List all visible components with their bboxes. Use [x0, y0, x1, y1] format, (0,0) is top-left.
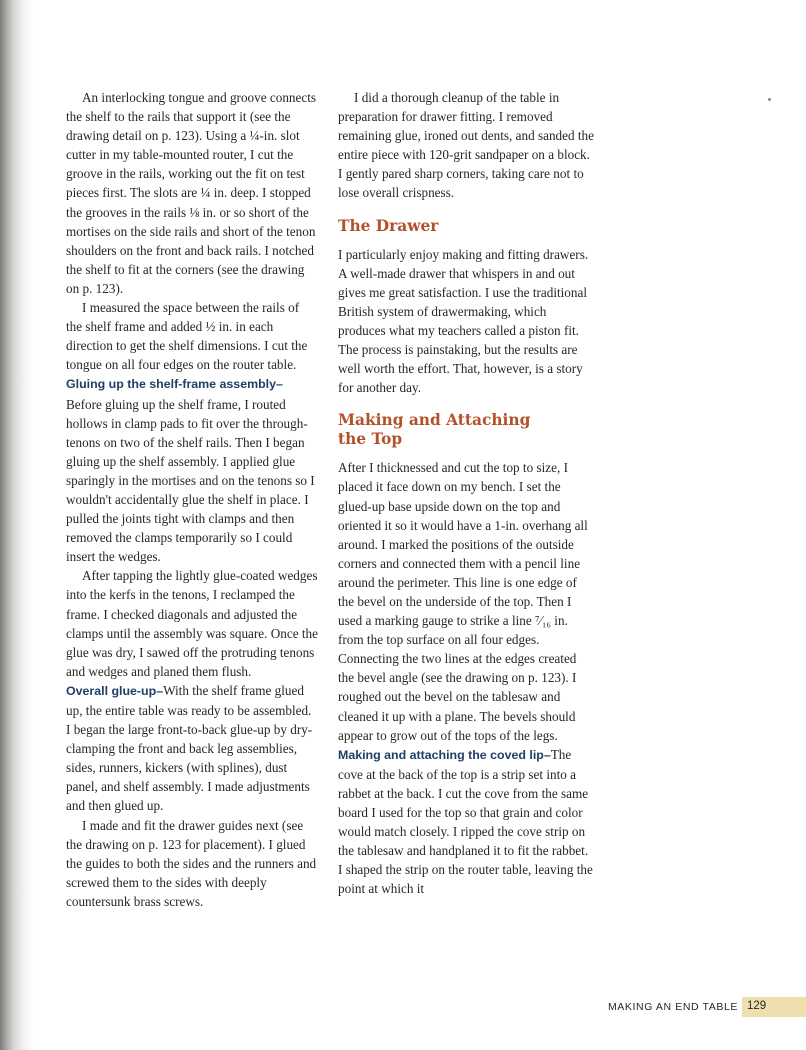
- subsection-paragraph: [66, 374, 318, 566]
- runin-text: With the shelf frame glued up, the entire table was ready to be assembled. I began the large front-to-back glue-up by dry-clamping the front and back leg assemblies, sides, runners, kickers (with splines), dust panel, and shelf assembly. I made adjustments and then glued up.: [66, 682, 313, 814]
- right-text-column: [338, 88, 594, 898]
- runin-text: The cove at the back of the top is a strip set into a rabbet at the back. I cut the cove from the same board I used for the top so that grain and color would match closely. I ripped the cove strip on the tablesaw and handplaned it to fit the rabbet. I shaped the strip on the router table, leaving the point at which it: [338, 746, 593, 897]
- subsection-paragraph: [66, 681, 318, 816]
- runin-text: Before gluing up the shelf frame, I routed hollows in clamp pads to fit over the through-tenons on two of the shelf rails. Then I began gluing up the shelf assembly. I applied glue sparingly in the mortises and on the tenons so I wouldn't accidentally glue the shelf in place. I pulled the joints tight with clamps and then removed the clamps temporarily so I could insert the wedges.: [66, 396, 315, 565]
- body-paragraph: After I thicknessed and cut the top to size, I placed it face down on my bench. I set the glued-up base upside down on the top and oriented it so it would have a 1-in. overhang all around. I marked the positions of the outside corners and connected them with a pencil line around the perimeter. This line is one edge of the bevel on the underside of the top. Then I used a marking gauge to strike a line ⁷⁄₁₆ in. from the top surface on all four edges. Connecting the two lines at the edges created the bevel angle (see the drawing on p. 123). I roughed out the bevel on the tablesaw and cleaned it up with a plane. The bevels should appear to grow out of the tops of the legs.: [338, 460, 588, 743]
- section-heading-line: Making and Attaching: [338, 411, 531, 430]
- body-paragraph: I measured the space between the rails of the shelf frame and added ½ in. in each direction to get the shelf dimensions. I cut the tongue on all four edges on the router table.: [66, 300, 308, 373]
- section-heading-the-drawer: The Drawer: [338, 216, 439, 235]
- body-paragraph: I particularly enjoy making and fitting drawers. A well-made drawer that whispers in and out gives me great satisfaction. I use the traditional British system of drawermaking, which produces what my teachers called a piston fit. The process is painstaking, but the results are well worth the effort. That, however, is a story for another day.: [338, 246, 589, 396]
- paper-speck: [768, 98, 771, 101]
- runin-heading-gluing-shelf-frame: Gluing up the shelf-frame assembly–: [66, 377, 283, 392]
- body-paragraph: I made and fit the drawer guides next (see the drawing on p. 123 for placement). I glued the guides to both the sides and the runners and screwed them to the sides with deeply countersunk brass screws.: [66, 817, 317, 909]
- body-paragraph: After tapping the lightly glue-coated wedges into the kerfs in the tenons, I reclamped the frame. I checked diagonals and adjusted the clamps until the assembly was square. Once the glue was dry, I sawed off the protruding tenons and wedges and planed them flush.: [66, 568, 318, 679]
- runin-heading-coved-lip: Making and attaching the coved lip–: [338, 747, 551, 762]
- subsection-paragraph: [338, 745, 594, 899]
- section-heading-line: the Top: [338, 430, 403, 449]
- page-number: 129: [747, 1000, 767, 1012]
- runin-heading-overall-glue-up: Overall glue-up–: [66, 683, 164, 698]
- page-number-tab: [742, 997, 806, 1017]
- book-gutter-shadow: [0, 0, 34, 1050]
- body-paragraph: An interlocking tongue and groove connects the shelf to the rails that support it (see the drawing detail on p. 123). Using a ¼-in. slot cutter in my table-mounted router, I cut the groove in the rails, working out the fit on test pieces first. The slots are ¼ in. deep. I stopped the grooves in the rails ⅛ in. or so short of the mortises on the side rails and short of the tenon shoulders on the front and back rails. I notched the shelf to fit at the corners (see the drawing on p. 123).: [66, 90, 317, 296]
- section-heading-making-attaching-top: [338, 411, 594, 449]
- running-head: MAKING AN END TABLE: [607, 1001, 738, 1013]
- body-paragraph: I did a thorough cleanup of the table in preparation for drawer fitting. I removed remaining glue, ironed out dents, and sanded the entire piece with 120-grit sandpaper on a block. I gently pared sharp corners, taking care not to lose overall crispness.: [338, 90, 594, 201]
- page-footer: [560, 997, 806, 1019]
- left-text-column: [66, 88, 318, 911]
